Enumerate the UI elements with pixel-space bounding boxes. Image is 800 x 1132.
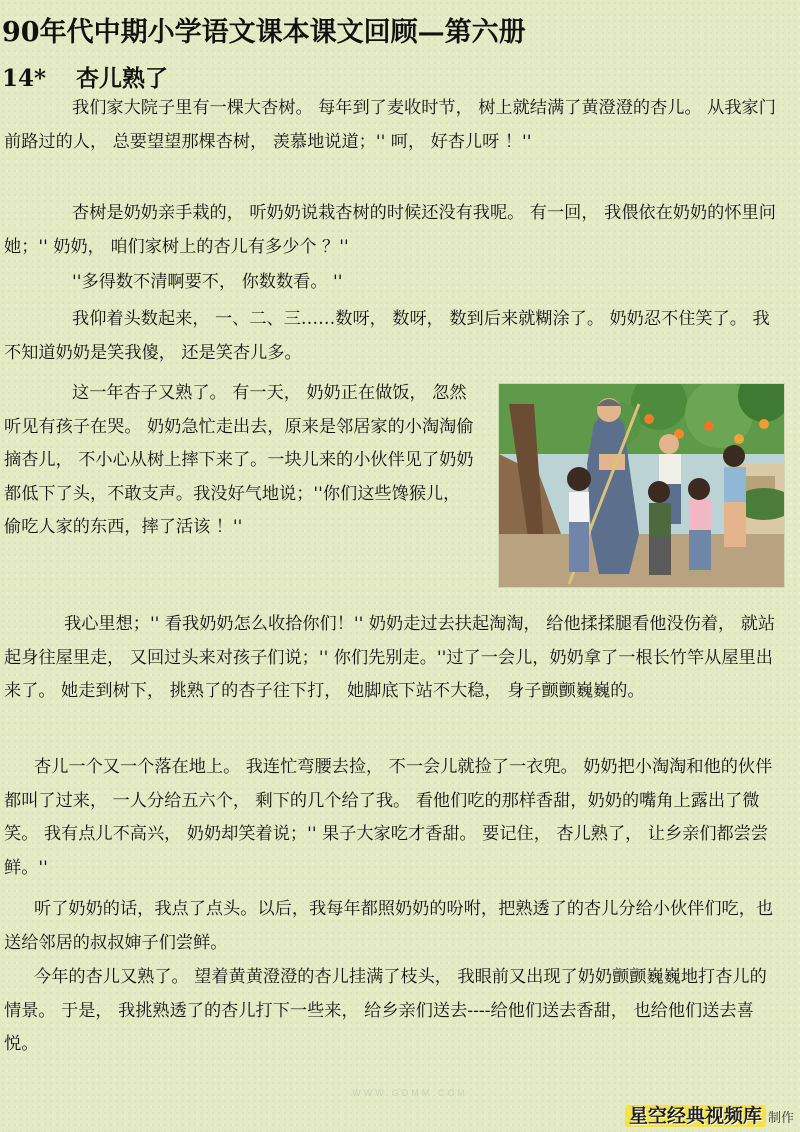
lesson-number: 14* [2, 65, 47, 92]
paragraph-5: 这一年杏子又熟了。 有一天， 奶奶正在做饭， 忽然听见有孩子在哭。 奶奶急忙走出去，原来是邻居家的小淘淘偷摘杏儿， 不小心从树上摔下来了。一块儿来的小伙伴见了奶奶都低下了头，不敢支声。我没好气地说；''你们这些馋猴儿，偷吃人家的东西，摔了活该 ！'' [4, 383, 474, 537]
lesson-heading [2, 60, 168, 93]
page-title: 90年代中期小学语文课本课文回顾—第六册 [2, 17, 526, 48]
lesson-title: 杏儿熟了 [76, 65, 168, 92]
story-illustration [498, 383, 785, 588]
paragraph-1: 我们家大院子里有一棵大杏树。 每年到了麦收时节， 树上就结满了黄澄澄的杏儿。 从我家门前路过的人， 总要望望那棵杏树， 羡慕地说道；'' 呵， 好杏儿呀 ！'' [4, 98, 776, 152]
paragraph-2: 杏树是奶奶亲手栽的， 听奶奶说栽杏树的时候还没有我呢。 有一回， 我偎依在奶奶的怀里问她；'' 奶奶， 咱们家树上的杏儿有多少个 ？'' [4, 203, 776, 257]
paragraph-7: 杏儿一个又一个落在地上。 我连忙弯腰去捡， 不一会儿就捡了一衣兜。 奶奶把小淘淘和他的伙伴都叫了过来， 一人分给五六个， 剩下的几个给了我。 看他们吃的那样香甜，奶奶的嘴角上露出了微笑。 我有点儿不高兴， 奶奶却笑着说；'' 果子大家吃才香甜。 要记住， 杏儿熟了， 让乡亲们都尝尝鲜。'' [4, 757, 773, 878]
credit-brand: 星空经典视频库 [625, 1105, 766, 1127]
credit-label [625, 1101, 794, 1128]
paragraph-4: 我仰着头数起来， 一、二、三……数呀， 数呀， 数到后来就糊涂了。 奶奶忍不住笑了。 我不知道奶奶是笑我傻， 还是笑杏儿多。 [4, 309, 770, 363]
credit-suffix: 制作 [767, 1111, 794, 1126]
watermark-url: WWW.GDMM.COM [352, 1088, 468, 1098]
grandma-and-children-under-apricot-tree-illustration [499, 384, 784, 587]
site-watermark [310, 1088, 510, 1128]
paragraph-8: 听了奶奶的话，我点了点头。以后，我每年都照奶奶的吩咐，把熟透了的杏儿分给小伙伴们吃，也送给邻居的叔叔婶子们尝鲜。 [4, 899, 774, 953]
paragraph-6: 我心里想；'' 看我奶奶怎么收拾你们！'' 奶奶走过去扶起淘淘， 给他揉揉腿看他没伤着， 就站起身往屋里走， 又回过头来对孩子们说；'' 你们先别走。''过了一会儿，奶奶拿了一根长竹竿从屋里出来了。 她走到树下， 挑熟了的杏子往下打， 她脚底下站不大稳， 身子颤颤巍巍的。 [4, 614, 776, 701]
paragraph-9: 今年的杏儿又熟了。 望着黄黄澄澄的杏儿挂满了枝头， 我眼前又出现了奶奶颤颤巍巍地打杏儿的情景。 于是， 我挑熟透了的杏儿打下一些来， 给乡亲们送去----给他们送去香甜， 也给他们送去喜悦。 [4, 967, 767, 1054]
paragraph-3: ''多得数不清啊要不， 你数数看。 '' [72, 272, 343, 292]
